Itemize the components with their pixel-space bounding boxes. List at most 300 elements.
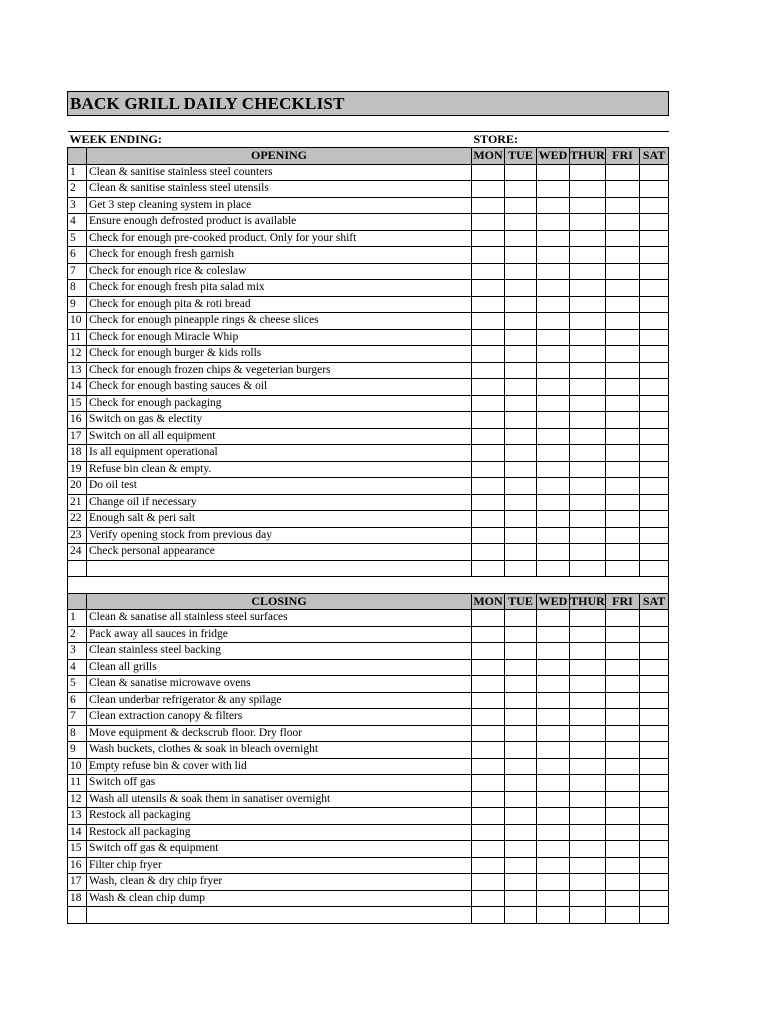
check-cell-mon[interactable] [472,461,505,478]
check-cell-sat[interactable] [640,791,669,808]
blank-check-cell-tue[interactable] [505,907,537,924]
task-description: Move equipment & deckscrub floor. Dry floor [87,725,472,742]
check-cell-tue[interactable] [505,379,537,396]
blank-check-cell-tue[interactable] [505,560,537,577]
check-cell-mon[interactable] [472,890,505,907]
check-cell-thur[interactable] [570,626,606,643]
check-cell-tue[interactable] [505,181,537,198]
check-cell-tue[interactable] [505,643,537,660]
check-cell-fri[interactable] [606,362,640,379]
check-cell-mon[interactable] [472,511,505,528]
check-cell-fri[interactable] [606,428,640,445]
task-description: Check personal appearance [87,544,472,561]
check-cell-sat[interactable] [640,841,669,858]
check-cell-fri[interactable] [606,544,640,561]
check-cell-sat[interactable] [640,247,669,264]
blank-check-cell-mon[interactable] [472,560,505,577]
check-cell-fri[interactable] [606,725,640,742]
check-cell-sat[interactable] [640,181,669,198]
check-cell-thur[interactable] [570,164,606,181]
check-cell-tue[interactable] [505,296,537,313]
task-description: Ensure enough defrosted product is available [87,214,472,231]
check-cell-wed[interactable] [537,313,570,330]
check-cell-tue[interactable] [505,890,537,907]
check-cell-fri[interactable] [606,230,640,247]
check-cell-fri[interactable] [606,857,640,874]
check-cell-mon[interactable] [472,626,505,643]
check-cell-fri[interactable] [606,775,640,792]
closing-task-row [68,808,669,825]
check-cell-wed[interactable] [537,709,570,726]
check-cell-mon[interactable] [472,841,505,858]
check-cell-mon[interactable] [472,412,505,429]
check-cell-wed[interactable] [537,214,570,231]
check-cell-thur[interactable] [570,346,606,363]
closing-header-row [68,593,669,610]
check-cell-sat[interactable] [640,676,669,693]
check-cell-thur[interactable] [570,791,606,808]
check-cell-wed[interactable] [537,263,570,280]
check-cell-wed[interactable] [537,346,570,363]
check-cell-sat[interactable] [640,610,669,627]
check-cell-fri[interactable] [606,296,640,313]
day-header-fri: FRI [606,593,640,610]
check-cell-mon[interactable] [472,692,505,709]
check-cell-tue[interactable] [505,775,537,792]
opening-task-row [68,428,669,445]
check-cell-thur[interactable] [570,395,606,412]
check-cell-tue[interactable] [505,511,537,528]
check-cell-thur[interactable] [570,709,606,726]
check-cell-thur[interactable] [570,313,606,330]
check-cell-mon[interactable] [472,181,505,198]
task-description: Check for enough packaging [87,395,472,412]
check-cell-sat[interactable] [640,890,669,907]
check-cell-wed[interactable] [537,544,570,561]
check-cell-fri[interactable] [606,263,640,280]
check-cell-tue[interactable] [505,313,537,330]
check-cell-thur[interactable] [570,181,606,198]
check-cell-tue[interactable] [505,395,537,412]
task-description: Switch off gas [87,775,472,792]
check-cell-mon[interactable] [472,775,505,792]
check-cell-tue[interactable] [505,164,537,181]
check-cell-thur[interactable] [570,874,606,891]
check-cell-thur[interactable] [570,742,606,759]
check-cell-thur[interactable] [570,263,606,280]
closing-task-row [68,610,669,627]
check-cell-mon[interactable] [472,544,505,561]
task-description: Check for enough fresh pita salad mix [87,280,472,297]
check-cell-fri[interactable] [606,494,640,511]
check-cell-wed[interactable] [537,626,570,643]
check-cell-thur[interactable] [570,775,606,792]
check-cell-sat[interactable] [640,362,669,379]
check-cell-tue[interactable] [505,676,537,693]
check-cell-wed[interactable] [537,692,570,709]
check-cell-wed[interactable] [537,164,570,181]
blank-check-cell-thur[interactable] [570,907,606,924]
check-cell-thur[interactable] [570,379,606,396]
check-cell-wed[interactable] [537,890,570,907]
check-cell-wed[interactable] [537,676,570,693]
check-cell-sat[interactable] [640,692,669,709]
check-cell-mon[interactable] [472,329,505,346]
check-cell-sat[interactable] [640,412,669,429]
check-cell-thur[interactable] [570,725,606,742]
check-cell-wed[interactable] [537,461,570,478]
check-cell-sat[interactable] [640,544,669,561]
check-cell-mon[interactable] [472,445,505,462]
day-header-thur: THUR [570,593,605,608]
check-cell-sat[interactable] [640,478,669,495]
check-cell-fri[interactable] [606,610,640,627]
check-cell-mon[interactable] [472,197,505,214]
check-cell-sat[interactable] [640,230,669,247]
check-cell-fri[interactable] [606,164,640,181]
check-cell-mon[interactable] [472,313,505,330]
check-cell-wed[interactable] [537,824,570,841]
check-cell-tue[interactable] [505,247,537,264]
check-cell-wed[interactable] [537,247,570,264]
check-cell-mon[interactable] [472,478,505,495]
check-cell-sat[interactable] [640,643,669,660]
check-cell-thur[interactable] [570,296,606,313]
check-cell-fri[interactable] [606,181,640,198]
task-description: Check for enough rice & coleslaw [87,263,472,280]
check-cell-sat[interactable] [640,775,669,792]
task-description: Clean extraction canopy & filters [87,709,472,726]
check-cell-sat[interactable] [640,709,669,726]
check-cell-sat[interactable] [640,313,669,330]
check-cell-thur[interactable] [570,857,606,874]
check-cell-wed[interactable] [537,395,570,412]
check-cell-tue[interactable] [505,346,537,363]
check-cell-sat[interactable] [640,395,669,412]
task-description: Refuse bin clean & empty. [87,461,472,478]
task-description: Clean & sanitise stainless steel counters [87,164,472,181]
check-cell-wed[interactable] [537,494,570,511]
check-cell-thur[interactable] [570,230,606,247]
check-cell-wed[interactable] [537,841,570,858]
check-cell-fri[interactable] [606,379,640,396]
task-number: 20 [68,478,87,495]
task-number: 16 [68,857,87,874]
check-cell-tue[interactable] [505,263,537,280]
check-cell-wed[interactable] [537,428,570,445]
check-cell-fri[interactable] [606,758,640,775]
check-cell-mon[interactable] [472,379,505,396]
check-cell-fri[interactable] [606,808,640,825]
check-cell-thur[interactable] [570,445,606,462]
check-cell-thur[interactable] [570,280,606,297]
store-label: STORE: [472,132,669,148]
check-cell-tue[interactable] [505,610,537,627]
check-cell-wed[interactable] [537,412,570,429]
check-cell-fri[interactable] [606,824,640,841]
check-cell-thur[interactable] [570,494,606,511]
check-cell-sat[interactable] [640,527,669,544]
check-cell-wed[interactable] [537,874,570,891]
check-cell-mon[interactable] [472,494,505,511]
check-cell-fri[interactable] [606,874,640,891]
check-cell-tue[interactable] [505,758,537,775]
check-cell-mon[interactable] [472,742,505,759]
check-cell-sat[interactable] [640,494,669,511]
check-cell-fri[interactable] [606,676,640,693]
check-cell-tue[interactable] [505,808,537,825]
blank-check-cell-sat[interactable] [640,907,669,924]
task-description: Switch off gas & equipment [87,841,472,858]
check-cell-tue[interactable] [505,461,537,478]
check-cell-wed[interactable] [537,610,570,627]
check-cell-tue[interactable] [505,494,537,511]
check-cell-tue[interactable] [505,197,537,214]
week-store-row [68,132,669,148]
check-cell-mon[interactable] [472,808,505,825]
task-number: 15 [68,841,87,858]
task-description: Get 3 step cleaning system in place [87,197,472,214]
check-cell-tue[interactable] [505,329,537,346]
check-cell-fri[interactable] [606,247,640,264]
check-cell-tue[interactable] [505,230,537,247]
check-cell-thur[interactable] [570,247,606,264]
check-cell-thur[interactable] [570,214,606,231]
check-cell-mon[interactable] [472,247,505,264]
check-cell-tue[interactable] [505,362,537,379]
check-cell-tue[interactable] [505,857,537,874]
check-cell-sat[interactable] [640,626,669,643]
check-cell-tue[interactable] [505,709,537,726]
check-cell-mon[interactable] [472,758,505,775]
check-cell-thur[interactable] [570,890,606,907]
check-cell-thur[interactable] [570,329,606,346]
check-cell-fri[interactable] [606,709,640,726]
check-cell-fri[interactable] [606,478,640,495]
check-cell-sat[interactable] [640,824,669,841]
check-cell-tue[interactable] [505,742,537,759]
check-cell-sat[interactable] [640,329,669,346]
check-cell-thur[interactable] [570,692,606,709]
check-cell-sat[interactable] [640,379,669,396]
check-cell-fri[interactable] [606,511,640,528]
check-cell-tue[interactable] [505,626,537,643]
check-cell-mon[interactable] [472,659,505,676]
check-cell-sat[interactable] [640,511,669,528]
task-description: Restock all packaging [87,824,472,841]
check-cell-tue[interactable] [505,841,537,858]
blank-check-cell-mon[interactable] [472,907,505,924]
check-cell-wed[interactable] [537,181,570,198]
check-cell-mon[interactable] [472,428,505,445]
check-cell-wed[interactable] [537,775,570,792]
check-cell-mon[interactable] [472,296,505,313]
check-cell-wed[interactable] [537,280,570,297]
check-cell-thur[interactable] [570,412,606,429]
check-cell-thur[interactable] [570,841,606,858]
check-cell-wed[interactable] [537,758,570,775]
check-cell-thur[interactable] [570,527,606,544]
check-cell-fri[interactable] [606,527,640,544]
check-cell-thur[interactable] [570,824,606,841]
check-cell-thur[interactable] [570,758,606,775]
check-cell-fri[interactable] [606,643,640,660]
check-cell-wed[interactable] [537,478,570,495]
check-cell-sat[interactable] [640,445,669,462]
check-cell-thur[interactable] [570,610,606,627]
blank-check-cell-sat[interactable] [640,560,669,577]
check-cell-wed[interactable] [537,379,570,396]
check-cell-sat[interactable] [640,428,669,445]
check-cell-wed[interactable] [537,725,570,742]
opening-task-row [68,181,669,198]
blank-check-cell-wed[interactable] [537,907,570,924]
check-cell-mon[interactable] [472,362,505,379]
task-description: Restock all packaging [87,808,472,825]
check-cell-fri[interactable] [606,692,640,709]
check-cell-tue[interactable] [505,874,537,891]
check-cell-fri[interactable] [606,445,640,462]
check-cell-wed[interactable] [537,445,570,462]
blank-check-cell-thur[interactable] [570,560,606,577]
check-cell-fri[interactable] [606,841,640,858]
check-cell-wed[interactable] [537,791,570,808]
check-cell-sat[interactable] [640,874,669,891]
check-cell-fri[interactable] [606,659,640,676]
check-cell-tue[interactable] [505,478,537,495]
section-separator-row [68,577,669,594]
check-cell-sat[interactable] [640,164,669,181]
check-cell-thur[interactable] [570,808,606,825]
check-cell-wed[interactable] [537,857,570,874]
check-cell-fri[interactable] [606,791,640,808]
check-cell-thur[interactable] [570,197,606,214]
check-cell-tue[interactable] [505,214,537,231]
check-cell-sat[interactable] [640,214,669,231]
check-cell-mon[interactable] [472,395,505,412]
check-cell-fri[interactable] [606,461,640,478]
check-cell-fri[interactable] [606,626,640,643]
check-cell-sat[interactable] [640,857,669,874]
check-cell-wed[interactable] [537,230,570,247]
check-cell-thur[interactable] [570,511,606,528]
check-cell-wed[interactable] [537,296,570,313]
check-cell-thur[interactable] [570,659,606,676]
check-cell-fri[interactable] [606,742,640,759]
check-cell-thur[interactable] [570,362,606,379]
check-cell-tue[interactable] [505,428,537,445]
check-cell-tue[interactable] [505,527,537,544]
check-cell-sat[interactable] [640,808,669,825]
check-cell-wed[interactable] [537,197,570,214]
check-cell-sat[interactable] [640,197,669,214]
check-cell-fri[interactable] [606,890,640,907]
check-cell-mon[interactable] [472,791,505,808]
check-cell-mon[interactable] [472,643,505,660]
check-cell-mon[interactable] [472,280,505,297]
check-cell-tue[interactable] [505,824,537,841]
check-cell-sat[interactable] [640,461,669,478]
opening-task-row [68,412,669,429]
check-cell-sat[interactable] [640,263,669,280]
check-cell-thur[interactable] [570,676,606,693]
check-cell-wed[interactable] [537,362,570,379]
check-cell-wed[interactable] [537,808,570,825]
check-cell-fri[interactable] [606,197,640,214]
check-cell-mon[interactable] [472,527,505,544]
check-cell-sat[interactable] [640,346,669,363]
check-cell-fri[interactable] [606,313,640,330]
check-cell-thur[interactable] [570,643,606,660]
check-cell-wed[interactable] [537,511,570,528]
check-cell-fri[interactable] [606,412,640,429]
check-cell-tue[interactable] [505,659,537,676]
check-cell-tue[interactable] [505,280,537,297]
check-cell-sat[interactable] [640,742,669,759]
blank-check-cell-fri[interactable] [606,560,640,577]
check-cell-mon[interactable] [472,874,505,891]
task-description: Check for enough Miracle Whip [87,329,472,346]
check-cell-mon[interactable] [472,164,505,181]
check-cell-fri[interactable] [606,214,640,231]
check-cell-mon[interactable] [472,263,505,280]
closing-task-row [68,742,669,759]
check-cell-wed[interactable] [537,643,570,660]
check-cell-thur[interactable] [570,461,606,478]
check-cell-thur[interactable] [570,544,606,561]
opening-task-row [68,247,669,264]
check-cell-fri[interactable] [606,280,640,297]
check-cell-mon[interactable] [472,709,505,726]
check-cell-wed[interactable] [537,527,570,544]
check-cell-mon[interactable] [472,857,505,874]
blank-check-cell-wed[interactable] [537,560,570,577]
check-cell-tue[interactable] [505,544,537,561]
check-cell-mon[interactable] [472,214,505,231]
check-cell-mon[interactable] [472,676,505,693]
check-cell-tue[interactable] [505,412,537,429]
task-number: 11 [68,775,87,792]
check-cell-sat[interactable] [640,659,669,676]
check-cell-mon[interactable] [472,346,505,363]
check-cell-fri[interactable] [606,329,640,346]
check-cell-mon[interactable] [472,725,505,742]
check-cell-wed[interactable] [537,742,570,759]
check-cell-mon[interactable] [472,824,505,841]
check-cell-wed[interactable] [537,329,570,346]
check-cell-tue[interactable] [505,692,537,709]
check-cell-wed[interactable] [537,659,570,676]
task-number: 5 [68,676,87,693]
check-cell-thur[interactable] [570,428,606,445]
check-cell-tue[interactable] [505,791,537,808]
check-cell-sat[interactable] [640,280,669,297]
opening-task-row [68,445,669,462]
check-cell-fri[interactable] [606,346,640,363]
check-cell-tue[interactable] [505,445,537,462]
opening-task-row [68,544,669,561]
blank-check-cell-fri[interactable] [606,907,640,924]
check-cell-tue[interactable] [505,725,537,742]
task-number: 7 [68,709,87,726]
check-cell-mon[interactable] [472,230,505,247]
check-cell-sat[interactable] [640,296,669,313]
check-cell-sat[interactable] [640,725,669,742]
check-cell-thur[interactable] [570,478,606,495]
check-cell-fri[interactable] [606,395,640,412]
check-cell-mon[interactable] [472,610,505,627]
check-cell-sat[interactable] [640,758,669,775]
